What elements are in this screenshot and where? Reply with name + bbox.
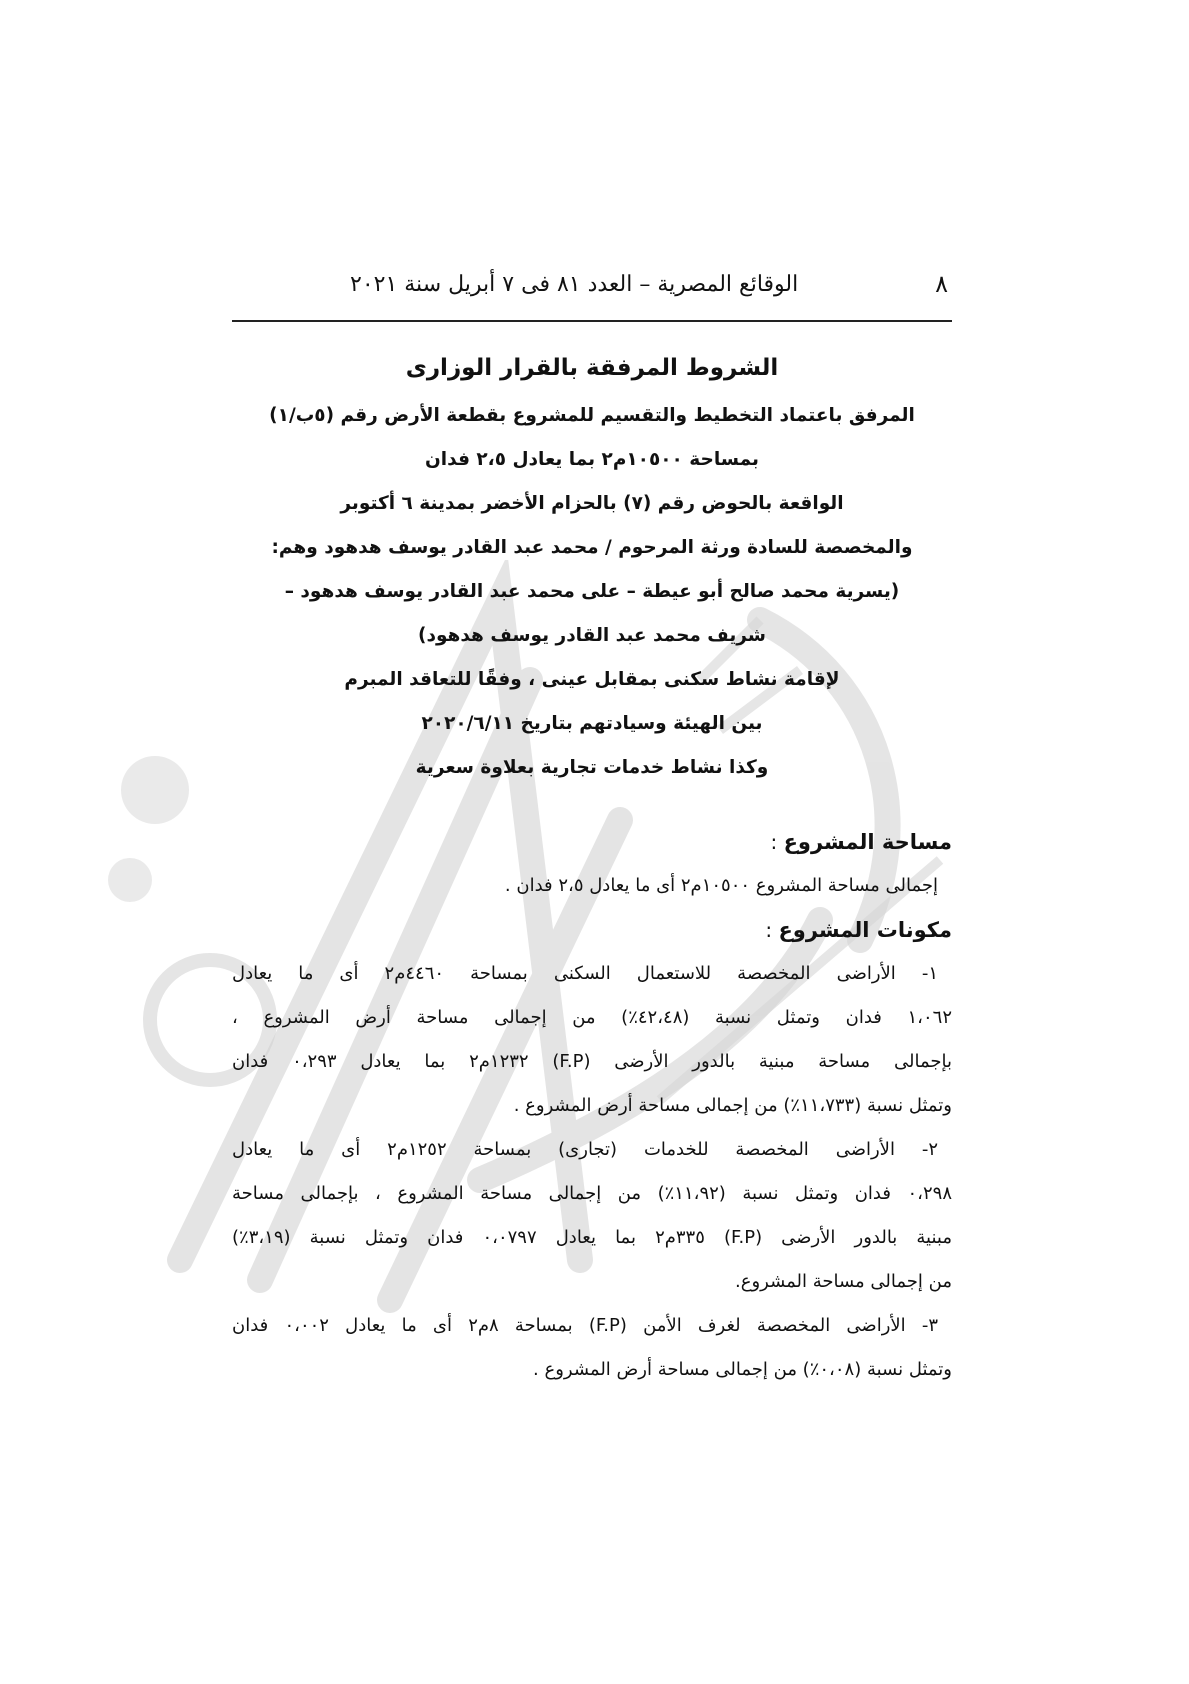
title-line: وكذا نشاط خدمات تجارية بعلاوة سعرية <box>415 757 769 778</box>
decree-title-block <box>232 348 952 790</box>
document-title: الشروط المرفقة بالقرار الوزارى <box>405 355 779 381</box>
title-line: الواقعة بالحوض رقم (٧) بالحزام الأخضر بمدينة ٦ أكتوبر <box>340 493 844 514</box>
paragraph-line: مبنية بالدور الأرضى (F.P) ٣٣٥م٢ بما يعادل ٠،٠٧٩٧ فدان وتمثل نسبة (٣،١٩٪) <box>232 1227 952 1248</box>
paragraph-line: وتمثل نسبة (٠،٠٨٪) من إجمالى مساحة أرض المشروع . <box>533 1359 952 1380</box>
paragraph-line: وتمثل نسبة (١١،٧٣٣٪) من إجمالى مساحة أرض المشروع . <box>513 1095 952 1116</box>
paragraph-line: ١- الأراضى المخصصة للاستعمال السكنى بمساحة ٤٤٦٠م٢ أى ما يعادل <box>232 963 938 984</box>
section-heading-components <box>232 908 952 952</box>
title-line: بين الهيئة وسيادتهم بتاريخ ٢٠٢٠/٦/١١ <box>421 713 763 734</box>
section-heading-area <box>232 820 952 864</box>
paragraph-line: ٣- الأراضى المخصصة لغرف الأمن (F.P) بمساحة ٨م٢ أى ما يعادل ٠،٠٠٢ فدان <box>232 1315 939 1336</box>
component-item-residential <box>232 952 952 1128</box>
section-label: مكونات المشروع <box>778 918 952 942</box>
section-colon: : <box>765 918 779 942</box>
document-body <box>232 820 952 1392</box>
title-line: المرفق باعتماد التخطيط والتقسيم للمشروع بقطعة الأرض رقم (٥ب/١) <box>269 405 915 426</box>
publication-header: الوقائع المصرية – العدد ٨١ فى ٧ أبريل سنة ٢٠٢١ <box>350 272 799 297</box>
title-line: بمساحة ١٠٥٠٠م٢ بما يعادل ٢،٥ فدان <box>425 449 759 470</box>
page-header <box>232 262 952 322</box>
title-line: والمخصصة للسادة ورثة المرحوم / محمد عبد القادر يوسف هدهود وهم: <box>271 537 913 558</box>
area-text: إجمالى مساحة المشروع ١٠٥٠٠م٢ أى ما يعادل ٢،٥ فدان . <box>504 875 938 896</box>
paragraph-line: من إجمالى مساحة المشروع. <box>734 1271 952 1292</box>
section-colon: : <box>770 830 784 854</box>
section-label: مساحة المشروع <box>783 830 952 854</box>
title-line: لإقامة نشاط سكنى بمقابل عينى ، وفقًا للتعاقد المبرم <box>344 669 840 690</box>
component-item-security <box>232 1304 952 1392</box>
paragraph-line: بإجمالى مساحة مبنية بالدور الأرضى (F.P) ١٢٣٢م٢ بما يعادل ٠،٢٩٣ فدان <box>232 1051 952 1072</box>
paragraph-line: ٠،٢٩٨ فدان وتمثل نسبة (١١،٩٢٪) من إجمالى مساحة المشروع ، بإجمالى مساحة <box>232 1183 952 1204</box>
paragraph-line: ١،٠٦٢ فدان وتمثل نسبة (٤٢،٤٨٪) من إجمالى مساحة أرض المشروع ، <box>232 1007 952 1028</box>
paragraph-line: ٢- الأراضى المخصصة للخدمات (تجارى) بمساحة ١٢٥٢م٢ أى ما يعادل <box>232 1139 938 1160</box>
title-line: (يسرية محمد صالح أبو عيطة – على محمد عبد القادر يوسف هدهود – <box>284 581 900 602</box>
component-item-commercial <box>232 1128 952 1304</box>
page-number: ٨ <box>935 270 948 298</box>
title-line: شريف محمد عبد القادر يوسف هدهود) <box>418 625 766 646</box>
